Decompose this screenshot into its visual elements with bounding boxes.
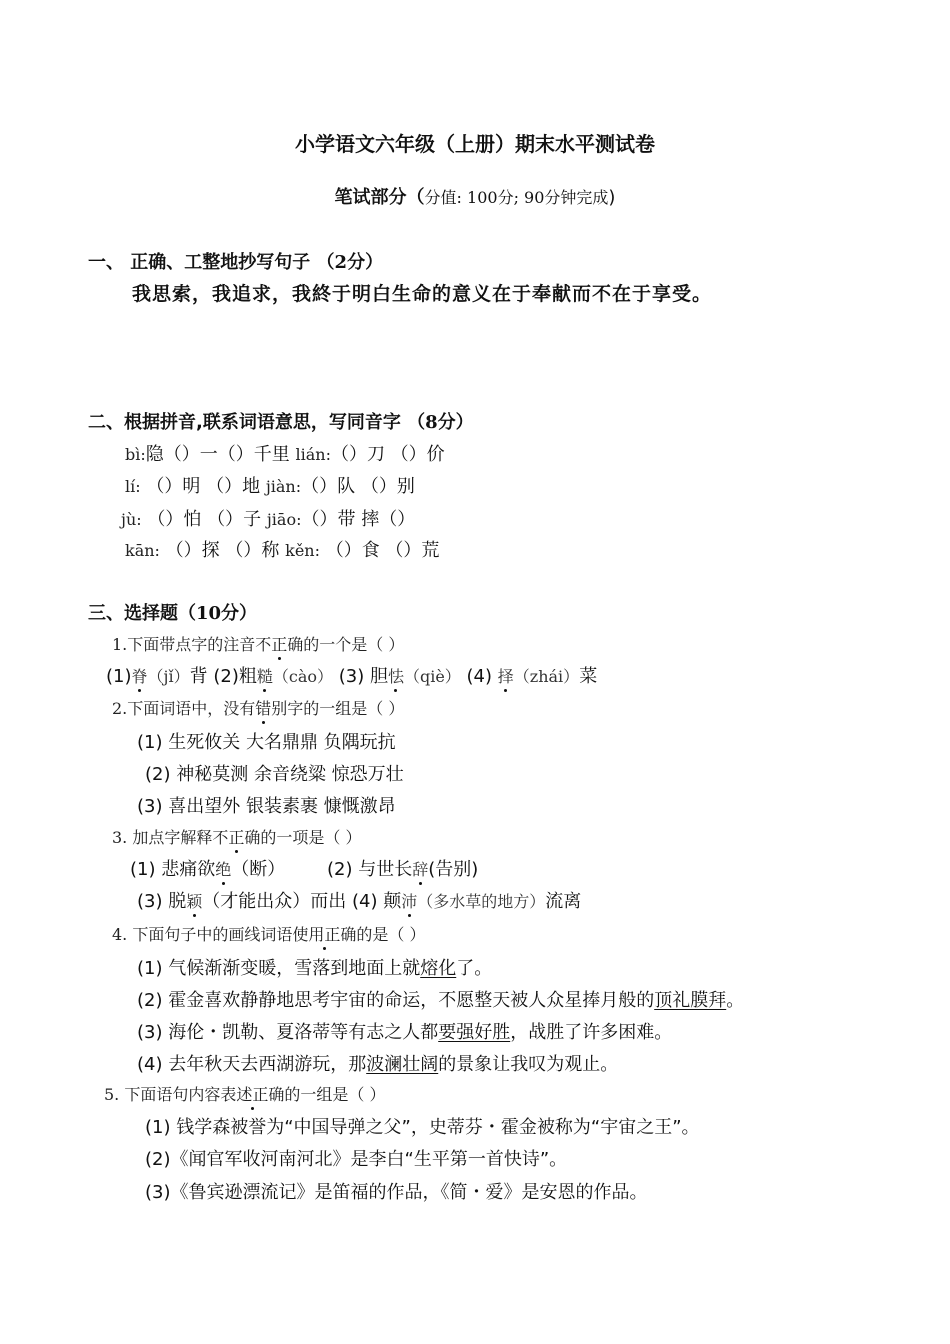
underlined-word: 波澜壮阔 bbox=[366, 1054, 439, 1075]
question-4-option bbox=[137, 1018, 672, 1044]
section-3-heading bbox=[88, 599, 257, 625]
question-4-option bbox=[137, 954, 492, 980]
option-pinyin: （cào） bbox=[272, 667, 333, 686]
option-text: (4) 去年秋天去西湖游玩，那 bbox=[137, 1054, 367, 1075]
question-3-options bbox=[137, 887, 581, 913]
option-meaning: （多水草的地方） bbox=[417, 892, 546, 911]
option-text: (1) 悲痛欲 bbox=[130, 859, 216, 880]
option-pinyin: （zhái） bbox=[513, 667, 580, 686]
question-text: 的一组是（ ） bbox=[284, 1085, 386, 1104]
underlined-word: 熔化 bbox=[420, 958, 457, 979]
underlined-word: 要强好胜 bbox=[438, 1022, 511, 1043]
option-text: 流离 bbox=[545, 891, 582, 912]
pinyin-blanks: （）明 （）地 bbox=[140, 476, 261, 497]
question-4-option bbox=[137, 986, 744, 1012]
option-text: 。 bbox=[726, 990, 745, 1011]
dotted-emphasis: 表述正确 bbox=[220, 1085, 285, 1104]
pinyin-row bbox=[125, 536, 439, 562]
option-text: (告别) bbox=[428, 859, 479, 880]
pinyin-label: jiàn: bbox=[265, 477, 302, 496]
dotted-char: 沛 bbox=[401, 892, 418, 911]
question-2-option: (2) 神秘莫测 余音绕粱 惊恐万壮 bbox=[145, 764, 404, 785]
question-4 bbox=[112, 922, 425, 945]
option-text: 的景象让我叹为观止。 bbox=[438, 1054, 619, 1075]
question-4-option bbox=[137, 1050, 618, 1076]
pinyin-label: jiāo: bbox=[266, 510, 302, 529]
question-5 bbox=[104, 1082, 385, 1105]
option-text: (3) 胆 bbox=[333, 666, 388, 687]
pinyin-row bbox=[121, 505, 415, 531]
question-5-option: (1) 钱学森被誉为“中国导弹之父”，史蒂芬・霍金被称为“宇宙之王”。 bbox=[145, 1117, 700, 1138]
pinyin-blanks: （）刀 （）价 bbox=[330, 444, 445, 465]
option-text: （才能出众）而出 bbox=[202, 891, 352, 912]
subtitle-paren-close: ) bbox=[608, 187, 616, 208]
pinyin-label: lián: bbox=[295, 445, 331, 464]
question-text: 的一组是（ ） bbox=[303, 699, 405, 718]
section-2-points: （8分） bbox=[407, 412, 474, 433]
question-5-option: (2)《闻官军收河南河北》是李白“生平第一首快诗”。 bbox=[145, 1149, 568, 1170]
subtitle-label: 笔试部分 bbox=[334, 187, 407, 208]
question-2-option: (1) 生死攸关 大名鼎鼎 负隅玩抗 bbox=[137, 732, 396, 753]
subtitle-paren: （ bbox=[406, 187, 425, 208]
option-text: (3) 脱 bbox=[137, 891, 187, 912]
question-text: 4. 下面句子中的画线词语 bbox=[112, 925, 293, 944]
section-2-title: 二、根据拼音,联系词语意思，写同音字 bbox=[88, 412, 408, 433]
copy-sentence: 我思索，我追求，我終于明白生命的意义在于奉献而不在于享受。 bbox=[132, 283, 713, 305]
pinyin-blanks: （）队 （）别 bbox=[301, 476, 415, 497]
option-text: 菜 bbox=[579, 666, 598, 687]
pinyin-row bbox=[125, 472, 415, 498]
question-1 bbox=[112, 632, 404, 655]
dotted-emphasis: 没有错别字 bbox=[223, 699, 304, 718]
question-text: 的一个是（ ） bbox=[303, 635, 405, 654]
pinyin-label: kěn: bbox=[285, 541, 320, 560]
question-5-option: (3)《鲁宾逊漂流记》是笛福的作品，《简・爱》是安恩的作品。 bbox=[145, 1182, 648, 1203]
dotted-emphasis: 使用正确 bbox=[292, 925, 357, 944]
question-text: 5. 下面语句内容 bbox=[104, 1085, 221, 1104]
pinyin-blanks: （）带 摔（） bbox=[301, 509, 416, 530]
option-text: (2) 与世长 bbox=[327, 859, 413, 880]
option-text: (4) 颠 bbox=[351, 891, 402, 912]
option-text: (3) 海伦・凯勒、夏洛蒂等有志之人都 bbox=[137, 1022, 439, 1043]
page-title: 小学语文六年级（上册）期末水平测试卷 bbox=[295, 132, 655, 156]
option-pinyin: （jǐ） bbox=[147, 667, 190, 686]
section-1-heading bbox=[88, 248, 383, 274]
exam-subtitle bbox=[0, 183, 950, 209]
option-text: (2)粗 bbox=[213, 666, 257, 687]
question-2-option: (3) 喜出望外 银装素裹 慷慨激昂 bbox=[137, 796, 396, 817]
pinyin-label: jù: bbox=[121, 510, 142, 529]
underlined-word: 顶礼膜拜 bbox=[654, 990, 727, 1011]
question-3-options bbox=[130, 855, 285, 881]
dotted-char: 辞 bbox=[412, 860, 429, 879]
section-3-title: 三、选择题 bbox=[88, 603, 178, 624]
dotted-char: 糙 bbox=[256, 667, 273, 686]
option-text: (2) 霍金喜欢静静地思考宇宙的命运，不愿整天被人众星捧月般的 bbox=[137, 990, 655, 1011]
dotted-char: 脊 bbox=[131, 667, 148, 686]
question-text: 的是（ ） bbox=[356, 925, 426, 944]
question-text: 1.下面带点字的注音 bbox=[112, 635, 256, 654]
dotted-emphasis: 不正确 bbox=[212, 828, 261, 847]
section-1-title: 一、 正确、工整地抄写句子 bbox=[88, 252, 317, 273]
option-text: 背 bbox=[189, 666, 214, 687]
pinyin-blanks: 隐（）一（）千里 bbox=[145, 444, 290, 465]
dotted-char: 择 bbox=[497, 667, 514, 686]
option-label: (1) bbox=[106, 666, 132, 687]
dotted-char: 绝 bbox=[215, 860, 232, 879]
option-text: 了。 bbox=[456, 958, 493, 979]
pinyin-blanks: （）怕 （）子 bbox=[141, 509, 262, 530]
pinyin-label: lí: bbox=[125, 477, 141, 496]
question-text: 2.下面词语中， bbox=[112, 699, 224, 718]
pinyin-label: kān: bbox=[125, 541, 160, 560]
option-text: (1) 气候渐渐变暖，雪落到地面上就 bbox=[137, 958, 421, 979]
pinyin-row bbox=[125, 440, 445, 466]
question-text: 的一项是（ ） bbox=[260, 828, 362, 847]
section-3-points: （10分） bbox=[178, 603, 258, 624]
question-2 bbox=[112, 696, 404, 719]
question-1-options bbox=[106, 662, 597, 688]
question-text: 3. 加点字解释 bbox=[112, 828, 213, 847]
option-text: （断） bbox=[231, 859, 286, 880]
pinyin-blanks: （）食 （）荒 bbox=[319, 540, 440, 561]
question-3-options bbox=[327, 855, 478, 881]
section-2-heading bbox=[88, 408, 474, 434]
section-1-points: （2分） bbox=[316, 252, 384, 273]
option-pinyin: （qiè） bbox=[403, 667, 461, 686]
pinyin-label: bì: bbox=[125, 445, 146, 464]
option-text: (4) bbox=[460, 666, 498, 687]
question-3 bbox=[112, 825, 361, 848]
pinyin-blanks: （）探 （）称 bbox=[159, 540, 280, 561]
dotted-char: 怯 bbox=[387, 667, 404, 686]
option-text: ，战胜了许多困难。 bbox=[510, 1022, 673, 1043]
dotted-char: 颖 bbox=[186, 892, 203, 911]
dotted-emphasis: 不正确 bbox=[255, 635, 304, 654]
subtitle-detail: 分值: 100分; 90分钟完成 bbox=[424, 188, 609, 207]
